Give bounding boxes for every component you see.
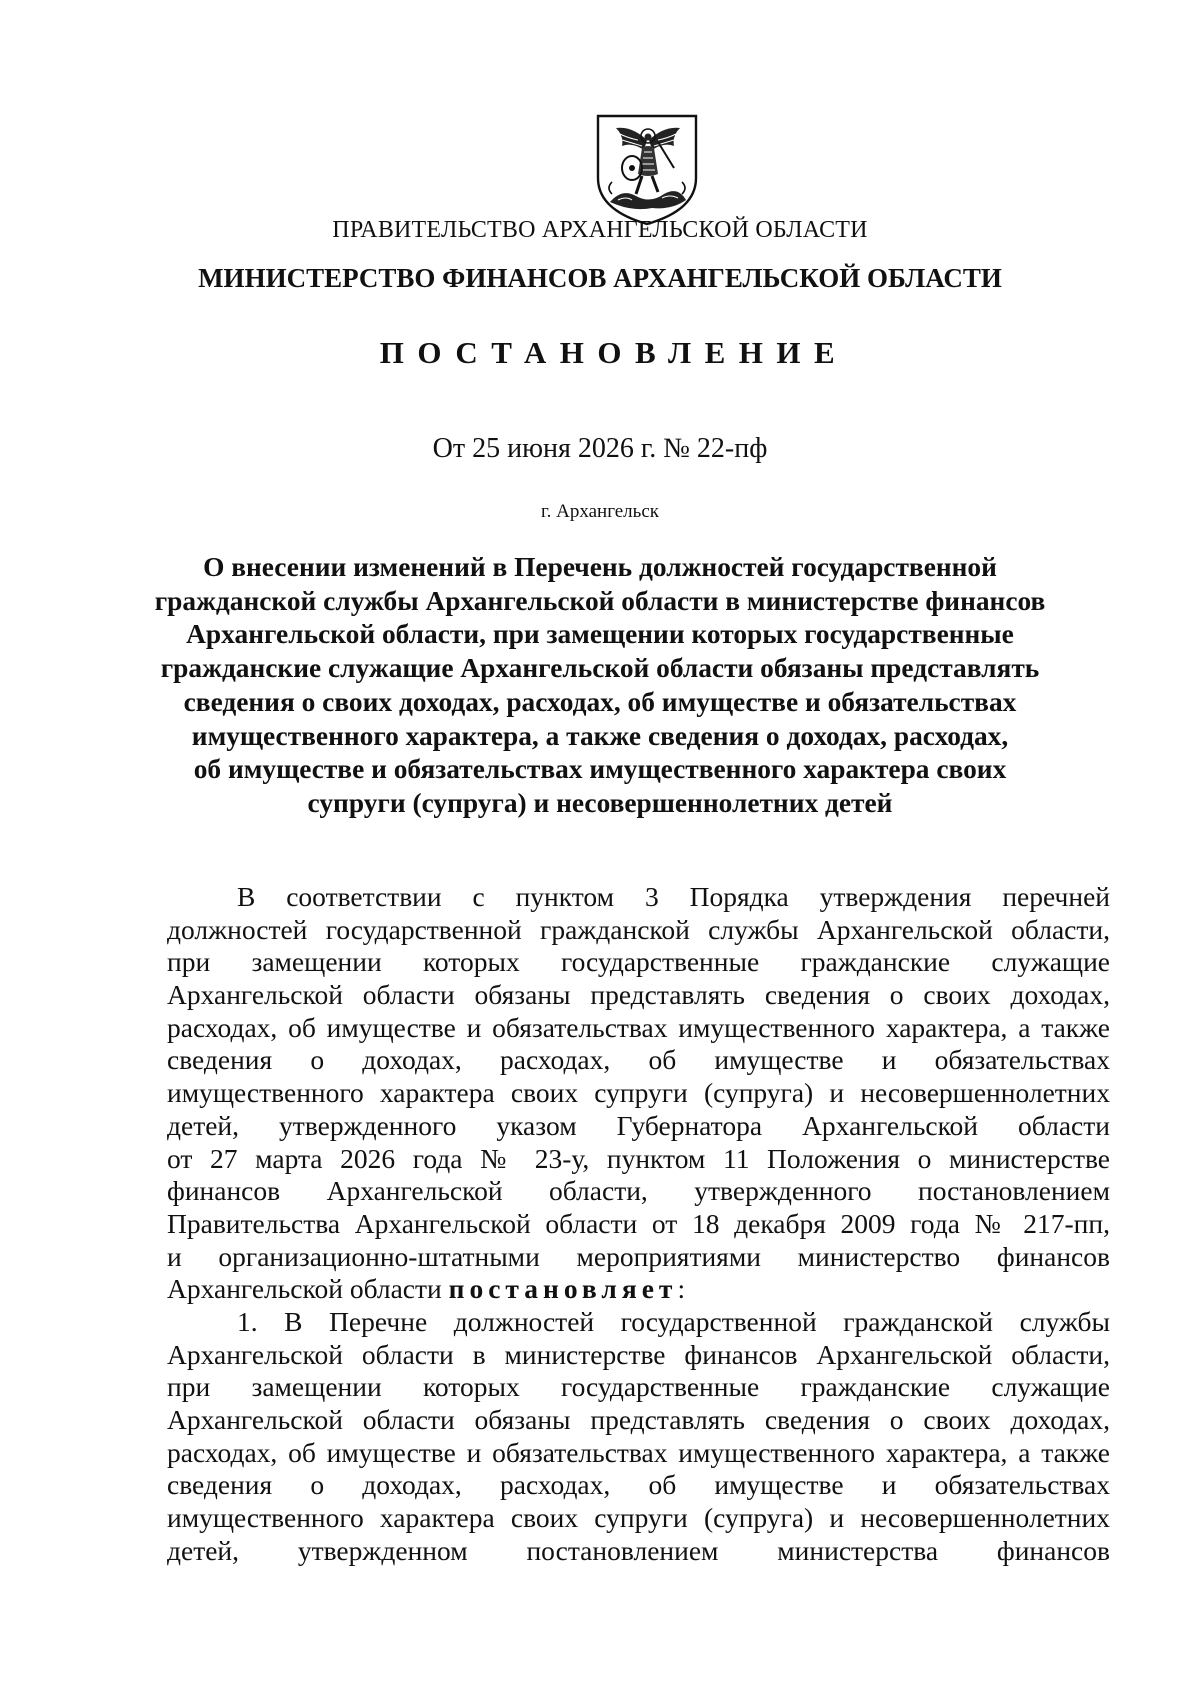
ministry-name: МИНИСТЕРСТВО ФИНАНСОВ АРХАНГЕЛЬСКОЙ ОБЛАСТИ — [198, 263, 1002, 293]
body-line: при замещении которых государственные гражданские служащие — [167, 946, 1110, 978]
body-line: расходах, об имуществе и обязательствах имущественного характера, а также — [167, 1011, 1110, 1043]
title-line: супруги (супруга) и несовершеннолетних детей — [307, 787, 893, 818]
document-city: г. Архангельск — [540, 501, 659, 522]
item1-line: при замещении которых государственные гражданские служащие — [167, 1371, 1110, 1403]
title-line: сведения о своих доходах, расходах, об имуществе и обязательствах — [183, 686, 1017, 717]
item1-line: сведения о доходах, расходах, об имуществе и обязательствах — [167, 1469, 1110, 1501]
document-title — [150, 551, 1050, 821]
body-line: Правительства Архангельской области от 18 декабря 2009 года № 217-пп, — [167, 1207, 1110, 1239]
document-date-number: От 25 июня 2026 г. № 22-пф — [432, 433, 768, 464]
title-line: гражданские служащие Архангельской области обязаны представлять — [160, 653, 1040, 684]
title-line: О внесении изменений в Перечень должностей государственной — [203, 552, 997, 582]
document-body — [167, 881, 1110, 1567]
document-type: ПОСТАНОВЛЕНИЕ — [379, 335, 849, 370]
body-line: детей, утвержденного указом Губернатора Архангельской области — [167, 1109, 1110, 1141]
body-line: сведения о доходах, расходах, об имуществе и обязательствах — [167, 1044, 1110, 1076]
body-line: и организационно-штатными мероприятиями министерство финансов — [167, 1240, 1110, 1272]
body-line: Архангельской области обязаны представлять сведения о своих доходах, — [167, 979, 1110, 1011]
item1-line: расходах, об имуществе и обязательствах имущественного характера, а также — [167, 1436, 1110, 1468]
item1-line: 1. В Перечне должностей государственной гражданской службы — [237, 1305, 1110, 1337]
resolves-suffix: : — [677, 1273, 686, 1305]
resolves-prefix: Архангельской области — [167, 1273, 449, 1305]
government-name: ПРАВИТЕЛЬСТВО АРХАНГЕЛЬСКОЙ ОБЛАСТИ — [332, 217, 868, 243]
resolves-keyword: постановляет — [448, 1273, 678, 1305]
body-line: от 27 марта 2026 года № 23-у, пунктом 11 Положения о министерстве — [167, 1142, 1110, 1174]
item1-line: Архангельской области обязаны представлять сведения о своих доходах, — [167, 1404, 1110, 1435]
body-line: финансов Архангельской области, утвержденного постановлением — [167, 1175, 1110, 1207]
body-line: В соответствии с пунктом 3 Порядка утверждения перечней — [237, 881, 1110, 912]
title-line: Архангельской области, при замещении которых государственные — [186, 619, 1014, 650]
coat-of-arms-emblem — [592, 112, 702, 228]
title-line: об имуществе и обязательствах имущественного характера своих — [193, 754, 1007, 785]
body-line: имущественного характера своих супруги (супруга) и несовершеннолетних — [167, 1077, 1110, 1109]
item1-line: Архангельской области в министерстве финансов Архангельской области, — [167, 1338, 1110, 1370]
title-line: гражданской службы Архангельской области в министерстве финансов — [154, 585, 1046, 616]
resolves-line — [167, 1273, 1110, 1306]
item1-line: детей, утвержденном постановлением министерства финансов — [167, 1534, 1110, 1566]
body-line: должностей государственной гражданской службы Архангельской области, — [167, 913, 1110, 945]
item1-line: имущественного характера своих супруги (супруга) и несовершеннолетних — [167, 1502, 1110, 1534]
title-line: имущественного характера, а также сведения о доходах, расходах, — [191, 720, 1009, 751]
